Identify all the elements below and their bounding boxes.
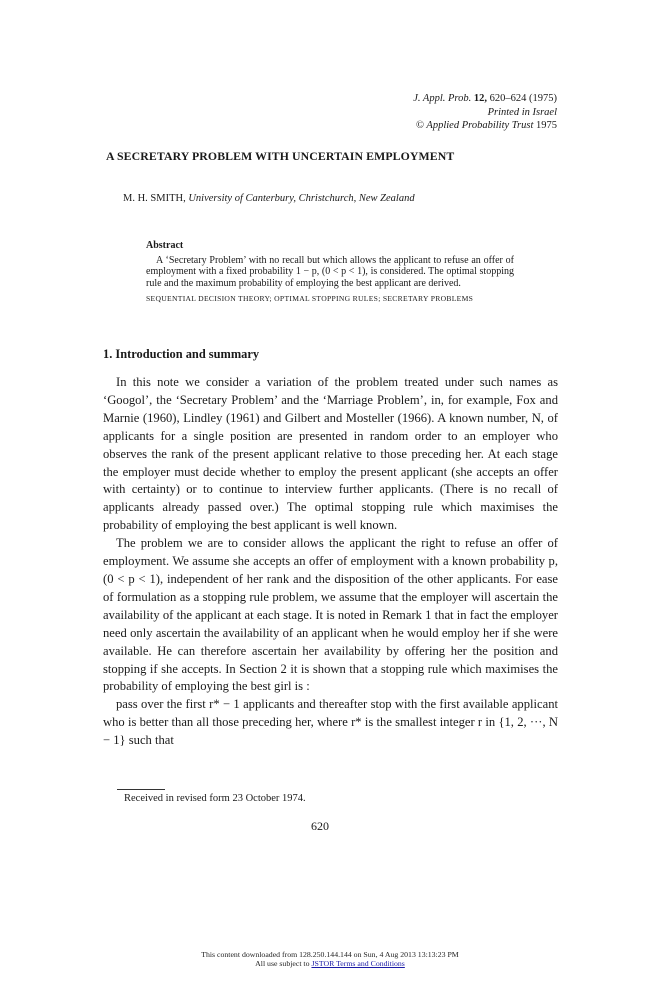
copyright-holder: Applied Probability Trust: [426, 120, 534, 131]
paper-title: A SECRETARY PROBLEM WITH UNCERTAIN EMPLOYMENT: [106, 149, 455, 163]
abstract-text: A ‘Secretary Problem’ with no recall but which allows the applicant to refuse an offer of employment with a fixed probability 1 − p, (0 < p < 1), is considered. The optimal stopping rule and the maximum probability of employing the best applicant are derived.: [146, 254, 514, 289]
author-affiliation: University of Canterbury, Christchurch, New Zealand: [188, 193, 415, 204]
page-number: 620: [311, 819, 329, 833]
terms-prefix: All use subject to: [255, 959, 310, 968]
body-text: [103, 374, 558, 750]
copyright-line: [413, 119, 557, 133]
abstract-block: [146, 240, 514, 305]
paragraph: pass over the first r* − 1 applicants and thereafter stop with the first available applicant who is better than all those preceding her, where r* is the smallest integer r in {1, 2, ···, N − 1} such that: [103, 697, 558, 748]
paragraph: In this note we consider a variation of the problem treated under such names as ‘Googol’, the ‘Secretary Problem’ and the ‘Marriage Problem’, in, for example, Fox and Marnie (1960), Lindley (1961) and Gilbert and Mosteller (1966). A known number, N, of applicants for a single position are presented in random order to an employer who observes the rank of the present applicant relative to those preceding her. At each stage the employer must decide whether to employ the present applicant (she accepts an offer with certainty) or to continue to interview further applicants. (There is no recall of applicants already passed over.) The optimal stopping rule which maximises the probability of employing the best applicant is well known.: [103, 375, 558, 533]
abstract-heading: Abstract: [146, 240, 184, 251]
footnote-rule: [117, 789, 165, 790]
received-note: Received in revised form 23 October 1974.: [124, 793, 306, 804]
author-name: M. H. SMITH,: [123, 193, 186, 204]
journal-volume: 12,: [473, 93, 487, 104]
copyright-symbol: ©: [416, 120, 424, 131]
citation-block: [413, 92, 557, 133]
journal-pages: 620–624 (1975): [489, 93, 557, 104]
download-footer: [0, 950, 660, 968]
printed-location: Printed in Israel: [487, 106, 557, 118]
author-line: [123, 193, 415, 204]
paragraph: The problem we are to consider allows the applicant the right to refuse an offer of employment. We assume she accepts an offer of employment with a known probability p, (0 < p < 1), independent of her rank and the disposition of the other applicants. For ease of formulation as a stopping rule problem, we assume that the employer will ascertain the availability of the applicant at each stage. It is noted in Remark 1 that in fact the employer need only ascertain the availability of an applicant when he would employ her if she were available. He can therefore ascertain her availability by offering her the position and stopping if she accepts. In Section 2 it is shown that a stopping rule which maximises the probability of employing the best girl is :: [103, 536, 558, 694]
section-heading: 1. Introduction and summary: [103, 347, 260, 361]
citation-line: [413, 92, 557, 106]
terms-link[interactable]: JSTOR Terms and Conditions: [311, 959, 405, 968]
abstract-keywords: SEQUENTIAL DECISION THEORY; OPTIMAL STOPPING RULES; SECRETARY PROBLEMS: [146, 294, 474, 304]
terms-line: [0, 959, 660, 968]
journal-name: J. Appl. Prob.: [413, 93, 472, 104]
download-info: This content downloaded from 128.250.144.144 on Sun, 4 Aug 2013 13:13:23 PM: [201, 950, 459, 959]
copyright-year: 1975: [536, 120, 557, 131]
